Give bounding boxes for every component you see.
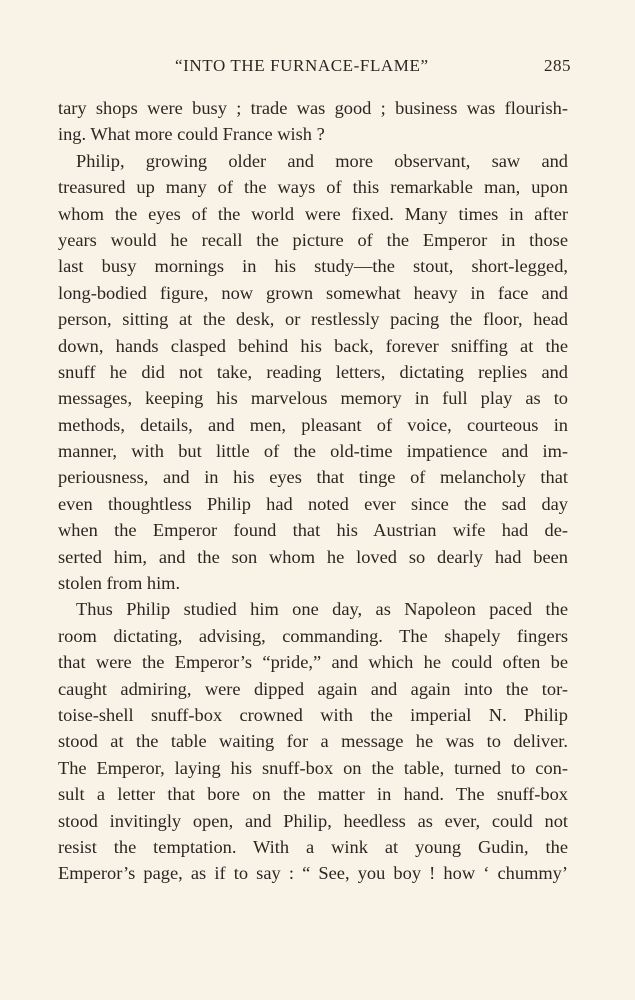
running-head: [60, 56, 571, 80]
text-line: toise-shell snuff-box crowned with the imperial N. Philip: [58, 704, 568, 725]
text-line: ing. What more could France wish ?: [58, 124, 325, 145]
text-line: Thus Philip studied him one day, as Napoleon paced the: [76, 599, 568, 620]
text-line: stolen from him.: [58, 573, 181, 594]
text-line: resist the temptation. With a wink at young Gudin, the: [58, 836, 568, 857]
text-line: methods, details, and men, pleasant of voice, courteous in: [58, 414, 568, 435]
text-line: whom the eyes of the world were fixed. Many times in after: [58, 203, 568, 224]
running-title: “INTO THE FURNACE-FLAME”: [175, 56, 429, 75]
text-line: Philip, growing older and more observant, saw and: [76, 150, 568, 171]
text-line: treasured up many of the ways of this remarkable man, upon: [58, 177, 568, 198]
text-line: messages, keeping his marvelous memory in full play as to: [58, 388, 568, 409]
text-line: The Emperor, laying his snuff-box on the table, turned to con-: [58, 757, 568, 778]
text-line: tary shops were busy ; trade was good ; business was flourish-: [58, 98, 568, 118]
text-line: long-bodied figure, now grown somewhat heavy in face and: [58, 282, 568, 303]
body-text: [58, 95, 568, 887]
text-line: snuff he did not take, reading letters, dictating replies and: [58, 361, 568, 382]
text-line: sult a letter that bore on the matter in hand. The snuff-box: [58, 784, 568, 805]
text-line: years would he recall the picture of the Emperor in those: [58, 229, 568, 250]
text-line: serted him, and the son whom he loved so dearly had been: [58, 546, 568, 567]
text-line: room dictating, advising, commanding. The shapely fingers: [58, 625, 568, 646]
text-line: last busy mornings in his study—the stout, short-legged,: [58, 256, 568, 277]
text-line: Emperor’s page, as if to say : “ See, you boy ! how ‘ chummy’: [58, 863, 568, 884]
text-line: stood at the table waiting for a message he was to deliver.: [58, 731, 568, 752]
text-line: stood invitingly open, and Philip, heedless as ever, could not: [58, 810, 568, 831]
page-number: 285: [544, 56, 571, 75]
text-line: caught admiring, were dipped again and again into the tor-: [58, 678, 568, 699]
text-line: manner, with but little of the old-time impatience and im-: [58, 441, 568, 462]
text-line: when the Emperor found that his Austrian wife had de-: [58, 520, 568, 541]
text-line: person, sitting at the desk, or restlessly pacing the floor, head: [58, 309, 568, 330]
text-line: even thoughtless Philip had noted ever since the sad day: [58, 493, 568, 514]
text-line: periousness, and in his eyes that tinge of melancholy that: [58, 467, 568, 488]
text-line: that were the Emperor’s “pride,” and which he could often be: [58, 652, 568, 673]
text-line: down, hands clasped behind his back, forever sniffing at the: [58, 335, 568, 356]
